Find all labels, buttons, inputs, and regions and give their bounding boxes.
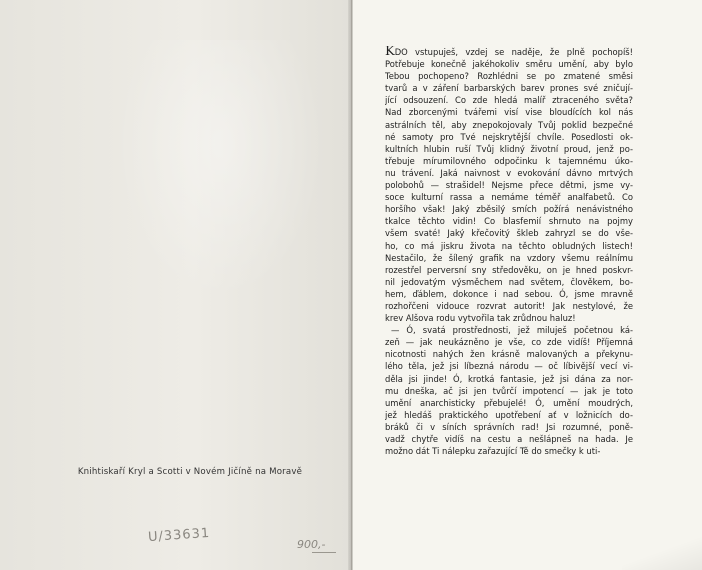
text-line: tvarů a v záření barbarských barev prones své zničují- — [385, 83, 633, 94]
text-line: KDO vstupuješ, vzdej se naděje, že plně pochopíš! — [385, 46, 633, 59]
text-line: jež hledáš praktického upotřebení ať v ložnicích do- — [385, 409, 633, 420]
text-line: mu dneška, ač jsi jen tvůrčí impotencí — jak je toto — [385, 385, 633, 396]
text-line: ho, co má jiskru života na těchto obludných listech! — [385, 240, 633, 251]
text-line: jící odsouzení. Co zde hledá malíř ztraceného světa? — [385, 95, 633, 106]
text-line: děla jsi jinde! Ó, krotká fantasie, jež jsi dána za nor- — [385, 373, 633, 384]
show-through-illustration — [115, 40, 325, 300]
text-line: nil jedovatým výsměchem nad světem, člověkem, bo- — [385, 276, 633, 287]
text-line: lého těla, jež jsi líbezná národu — oč líbivější vecí vi- — [385, 361, 633, 372]
text-line: třebuje mírumilovného odpočinku k tajemnému úko- — [385, 155, 633, 166]
text-line: kultních hlubin ruší Tvůj klidný životní proud, jenž po- — [385, 143, 633, 154]
text-line: astrálních těl, aby znepokojovaly Tvůj poklid bezpečné — [385, 119, 633, 130]
text-line: vadž chytře vidíš na cestu a nešlápneš na hada. Je — [385, 434, 633, 444]
text-line: Nad zborcenými tvářemi visí vise bloudících kol nás — [385, 107, 633, 118]
handwritten-shelfmark: U/33631 — [147, 525, 211, 546]
text-line: Potřebuje konečně jakéhokoliv směru umění, aby bylo — [385, 59, 633, 70]
text-line: rozhořčeni vidouce rozvrat autorit! Jak nestylové, že — [385, 300, 633, 311]
text-line: nicotnosti nahých žen krásně malovaných a překynu- — [385, 349, 633, 360]
text-line: bráků či v síních správních rad! Jsi rozumné, poně- — [385, 421, 633, 432]
text-line: tkalce těchto vidin! Co blasfemií shrnuto na pojmy — [385, 216, 633, 227]
text-line: umění anarchisticky přebujelé! Ó, umění moudrých, — [385, 397, 633, 408]
text-line: krev Alšova rodu vytvořila tak zrůdnou haluz! — [385, 313, 576, 324]
text-line: Tebou pochopeno? Rozhlédni se po zmatené směsi — [385, 71, 633, 82]
text-line: zeň — jak neukázněno je vše, co zde vidíš! Příjemná — [385, 337, 633, 348]
text-line: rozestřel perversní sny středověku, on je hned poskvr- — [385, 264, 633, 275]
text-line: Nestačilo, že šílený grafik na vzdory všemu reálnímu — [385, 252, 633, 263]
text-line: možno dát Ti nálepku zařazující Tě do smečky k uti- — [385, 446, 601, 457]
text-line: soce kulturní rassa a nemáme téměř analfabetů. Co — [385, 192, 633, 203]
text-line: hem, ďáblem, dokonce i nad sebou. Ó, jsme mravně — [385, 288, 633, 299]
text-line: nu trávení. Jaká naivnost v evokování dávno mrtvých — [385, 167, 633, 178]
drop-cap: K — [385, 46, 395, 59]
body-text — [385, 46, 633, 457]
page-corner-shadow — [622, 530, 702, 570]
printer-imprint: Knihtiskaří Kryl a Scotti v Novém Jičíně na Moravě — [77, 467, 303, 477]
text-line: všem svaté! Jaký křečovitý škleb zahryzl se do vše- — [385, 228, 633, 239]
text-line: polobohů — strašidel! Nejsme přece dětmi, jsme vy- — [385, 180, 633, 191]
text-line: horšího však! Jaký zběsilý smích požírá nenávistného — [385, 204, 633, 215]
text-line: né samoty pro Tvé nejskrytější chvíle. Posedlosti ok- — [385, 131, 633, 142]
price-underline — [312, 552, 336, 553]
handwritten-price: 900,- — [297, 538, 326, 551]
text-line: — Ó, svatá prostřednosti, jež miluješ početnou ká- — [391, 325, 633, 336]
